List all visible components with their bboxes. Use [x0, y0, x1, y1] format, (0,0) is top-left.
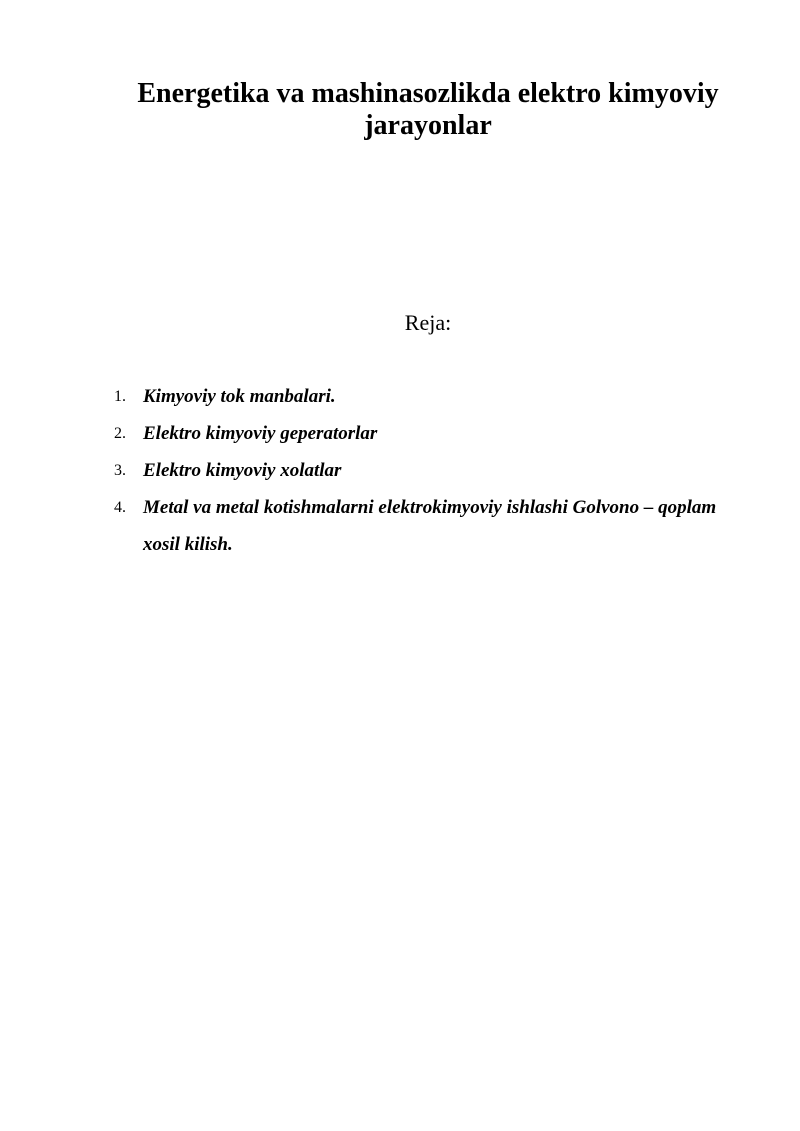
list-item-text: Elektro kimyoviy geperatorlar: [143, 423, 378, 444]
list-item: [0, 452, 800, 489]
list-item: [0, 415, 800, 452]
list-item-number: 1.: [114, 388, 126, 405]
plan-list: [0, 378, 800, 563]
list-item-text: Metal va metal kotishmalarni elektrokimyoviy ishlashi Golvono – qoplam xosil kilish.: [143, 497, 717, 555]
plan-heading: Reja:: [404, 310, 452, 335]
list-item: [0, 489, 800, 563]
list-item: [0, 378, 800, 415]
list-item-text: Kimyoviy tok manbalari.: [143, 386, 336, 407]
list-item-number: 2.: [114, 425, 126, 442]
list-item-text: Elektro kimyoviy xolatlar: [143, 460, 342, 481]
list-item-number: 4.: [114, 499, 126, 516]
document-title: Energetika va mashinasozlikda elektro kimyoviy jarayonlar: [137, 78, 719, 141]
list-item-number: 3.: [114, 462, 126, 479]
